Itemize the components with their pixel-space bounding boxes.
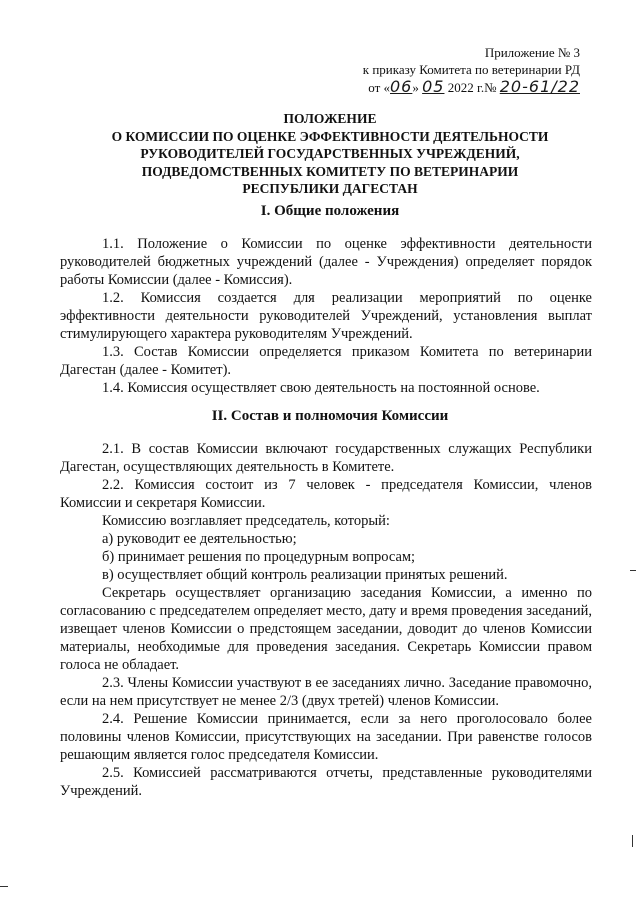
- date-day: 06: [390, 77, 413, 96]
- document-title: [60, 110, 600, 198]
- paragraph: 2.1. В состав Комиссии включают государственных служащих Республики Дагестан, осуществляющих деятельность в Комитете.: [60, 441, 592, 475]
- paragraph: 1.3. Состав Комиссии определяется приказом Комитета по ветеринарии Дагестан (далее - Комитет).: [60, 344, 592, 378]
- list-item: в) осуществляет общий контроль реализации принятых решений.: [102, 567, 508, 583]
- scan-mark: [0, 886, 8, 887]
- paragraph: 1.1. Положение о Комиссии по оценке эффективности деятельности руководителей бюджетных учреждений (далее - Учреждения) определяет порядок работы Комиссии (далее - Комиссия).: [60, 236, 592, 288]
- title-line: О КОМИССИИ ПО ОЦЕНКЕ ЭФФЕКТИВНОСТИ ДЕЯТЕЛЬНОСТИ: [111, 128, 549, 144]
- appendix-date-line: [300, 78, 580, 96]
- list-item: б) принимает решения по процедурным вопросам;: [102, 549, 416, 565]
- appendix-number: Приложение № 3: [484, 45, 580, 60]
- title-line: ПОДВЕДОМСТВЕННЫХ КОМИТЕТУ ПО ВЕТЕРИНАРИИ: [141, 163, 519, 179]
- title-line: РЕСПУБЛИКИ ДАГЕСТАН: [242, 181, 418, 196]
- section-heading-composition: II. Состав и полномочия Комиссии: [211, 408, 449, 424]
- paragraph: 1.2. Комиссия создается для реализации мероприятий по оценке эффективности деятельности руководителей Учреждений, установления выплат стимулирующего характера руководителям Учреждений.: [60, 290, 592, 342]
- date-prefix: от «: [368, 80, 390, 95]
- paragraph: 1.4. Комиссия осуществляет свою деятельность на постоянной основе.: [102, 380, 540, 396]
- paragraph: Секретарь осуществляет организацию заседания Комиссии, а именно по согласованию с председателем определяет место, дату и время проведения заседаний, извещает членов Комиссии о предстоящем заседании, доводит до членов Комиссии материалы, необходимые для проведения заседания. Секретарь Комиссии правом голоса не обладает.: [60, 585, 592, 673]
- list-item: а) руководит ее деятельностью;: [102, 531, 297, 547]
- scan-mark: [630, 570, 636, 571]
- paragraph: Комиссию возглавляет председатель, который:: [102, 513, 390, 529]
- scan-mark: [632, 835, 633, 847]
- paragraph: 2.2. Комиссия состоит из 7 человек - председателя Комиссии, членов Комиссии и секретаря Комиссии.: [60, 477, 592, 511]
- date-month: 05: [422, 77, 445, 96]
- paragraph: 2.5. Комиссией рассматриваются отчеты, представленные руководителями Учреждений.: [60, 765, 592, 799]
- appendix-header: [300, 44, 580, 96]
- paragraph: 2.4. Решение Комиссии принимается, если за него проголосовало более половины членов Комиссии, присутствующих на заседании. При равенстве голосов решающим является голос председателя Комиссии.: [60, 711, 592, 763]
- order-number: 20-61/22: [499, 77, 580, 96]
- section-heading-general: I. Общие положения: [260, 203, 400, 219]
- section-body-general: [60, 235, 592, 397]
- date-mid: »: [412, 80, 419, 95]
- section-body-composition: [60, 440, 592, 800]
- appendix-order-ref: к приказу Комитета по ветеринарии РД: [362, 62, 580, 77]
- title-line: РУКОВОДИТЕЛЕЙ ГОСУДАРСТВЕННЫХ УЧРЕЖДЕНИЙ,: [140, 146, 520, 161]
- paragraph: 2.3. Члены Комиссии участвуют в ее заседаниях лично. Заседание правомочно, если на нем присутствует не менее 2/3 (двух третей) членов Комиссии.: [60, 675, 592, 709]
- date-year: 2022 г.№: [447, 80, 497, 95]
- title-line: ПОЛОЖЕНИЕ: [283, 111, 377, 126]
